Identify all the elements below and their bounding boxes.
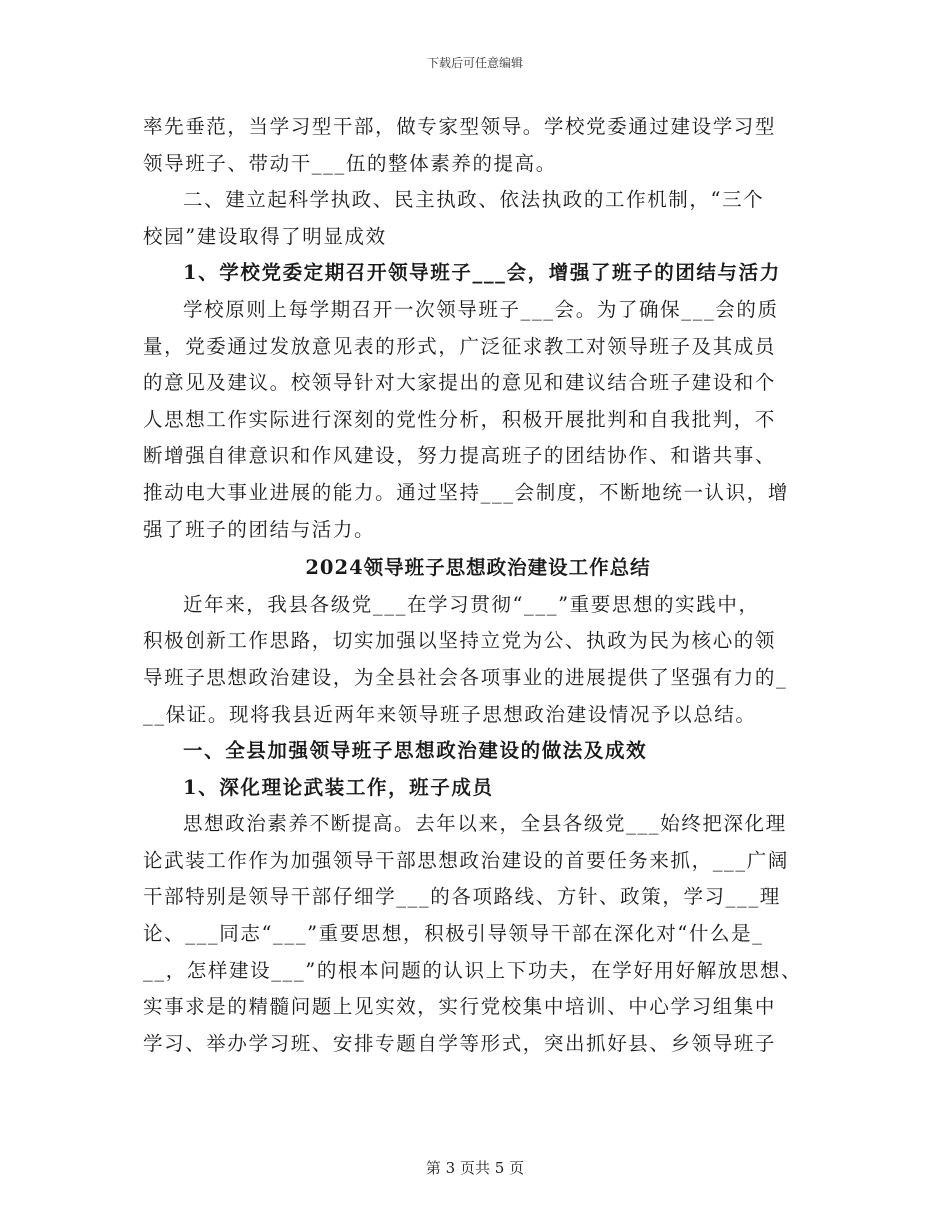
text-line: 人思想工作实际进行深刻的党性分析，积极开展批判和自我批判，不 [143,407,777,431]
text-line: 干部特别是领导干部仔细学___的各项路线、方针、政策，学习___理 [143,885,781,909]
paragraph-block-2 [143,587,813,1063]
text-line: 积极创新工作思路，切实加强以坚持立党为公、执政为民为核心的领 [143,629,777,653]
page-header: 下载后可任意编辑 [426,56,523,70]
text-line: 的意见及建议。校领导针对大家提出的意见和建议结合班子建设和个 [143,371,777,395]
text-line: 学习、举办学习班、安排专题自学等形式，突出抓好县、乡领导班子 [143,1031,777,1055]
text-line: 思想政治素养不断提高。去年以来，全县各级党___始终把深化理 [183,812,787,836]
text-line: 论武装工作作为加强领导干部思想政治建设的首要任务来抓，___广阔 [143,848,789,872]
text-line: 论、___同志“___”重要思想，积极引导领导干部在深化对“什么是_ [143,922,764,946]
text-line: 率先垂范，当学习型干部，做专家型领导。学校党委通过建设学习型 [143,115,777,138]
text-line: 导班子思想政治建设，为全县社会各项事业的进展提供了坚强有力的_ [143,665,788,689]
text-line: 二、建立起科学执政、民主执政、依法执政的工作机制，“三个 [183,188,765,212]
text-line: 1、深化理论武装工作，班子成员 [183,775,494,799]
text-line: 推动电大事业进展的能力。通过坚持___会制度，不断地统一认识，增 [143,480,789,504]
text-line: 实事求是的精髓问题上见实效，实行党校集中培训、中心学习组集中 [143,995,777,1019]
text-line: __保证。现将我县近两年来领导班子思想政治建设情况予以总结。 [143,702,757,726]
text-line: 领导班子、带动干___伍的整体素养的提高。 [143,151,557,175]
text-line: 近年来，我县各级党___在学习贯彻“___”重要思想的实践中， [183,592,760,616]
text-line: 强了班子的团结与活力。 [143,517,376,541]
document-body [143,109,813,1062]
text-line: 量，党委通过发放意见表的形式，广泛征求教工对领导班子及其成员 [143,334,777,358]
text-line: 学校原则上每学期召开一次领导班子___会。为了确保___会的质 [183,297,779,321]
text-line: 校园”建设取得了明显成效 [143,224,387,248]
section-title: 2024领导班子思想政治建设工作总结 [305,556,651,580]
text-line: 断增强自律意识和作风建设，努力提高班子的团结协作、和谐共事、 [143,444,777,468]
page-footer: 第 3 页共 5 页 [425,1159,525,1177]
text-line: __，怎样建设___”的根本问题的认识上下功夫，在学好用好解放思想、 [143,958,803,982]
paragraph-block-1 [143,109,813,548]
text-line: 1、学校党委定期召开领导班子___会，增强了班子的团结与活力 [183,261,781,285]
text-line: 一、全县加强领导班子思想政治建设的做法及成效 [183,739,648,763]
